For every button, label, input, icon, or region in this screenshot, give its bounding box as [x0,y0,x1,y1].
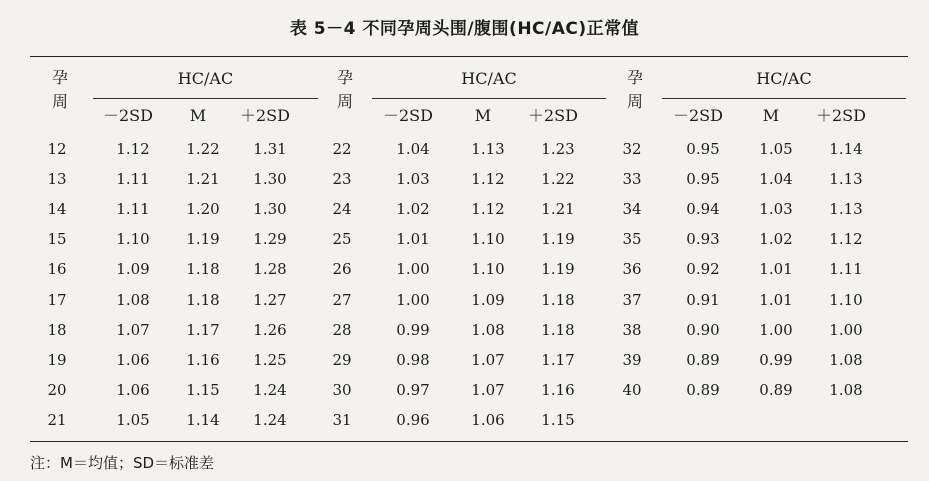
group-header-rule [662,98,906,99]
group-header-rule [93,98,318,99]
plus-2sd-value: 1.08 [829,380,863,399]
plus-2sd-value: 1.25 [253,350,287,369]
plus-2sd-value: 1.15 [541,410,575,429]
minus-2sd-value: 1.10 [116,230,150,249]
mean-value: 1.05 [759,140,793,158]
minus-2sd-header: －2SD [383,106,433,125]
plus-2sd-value: 1.10 [829,290,863,309]
gestational-week: 18 [47,320,67,339]
mean-value: 1.14 [186,410,220,429]
plus-2sd-header: ＋2SD [240,106,290,125]
minus-2sd-value: 0.95 [686,170,720,189]
gestational-week: 38 [622,320,642,339]
hc-ac-header: HC/AC [461,69,517,88]
week-header-top: 孕 [627,68,644,87]
plus-2sd-value: 1.30 [253,170,287,189]
mean-value: 0.89 [759,380,793,399]
gestational-week: 28 [332,320,352,339]
plus-2sd-value: 1.27 [253,290,287,309]
mean-header: M [474,106,492,125]
week-header-bottom: 周 [52,92,69,111]
plus-2sd-value: 1.00 [829,320,863,339]
gestational-week: 24 [332,200,352,219]
gestational-week: 16 [47,260,67,279]
mean-value: 1.03 [759,200,793,219]
bottom-rule [30,441,908,442]
minus-2sd-value: 1.09 [116,260,150,279]
gestational-week: 20 [47,380,67,399]
plus-2sd-value: 1.24 [253,380,287,399]
mean-value: 1.04 [759,170,793,189]
plus-2sd-value: 1.21 [541,200,575,219]
plus-2sd-value: 1.29 [253,230,287,249]
plus-2sd-header: ＋2SD [816,106,866,125]
plus-2sd-value: 1.12 [829,230,863,249]
minus-2sd-value: 0.97 [396,380,430,399]
mean-value: 1.10 [471,230,505,249]
minus-2sd-value: 0.93 [686,230,720,249]
mean-value: 1.15 [186,380,220,399]
minus-2sd-value: 0.91 [686,290,720,309]
minus-2sd-value: 0.92 [686,260,720,279]
minus-2sd-value: 1.01 [396,230,430,249]
gestational-week: 31 [332,410,352,429]
plus-2sd-value: 1.11 [829,260,863,279]
gestational-week: 35 [622,230,642,249]
hc-ac-header: HC/AC [177,69,234,88]
gestational-week: 30 [332,380,352,399]
gestational-week: 36 [622,260,642,279]
plus-2sd-value: 1.19 [541,260,575,279]
plus-2sd-value: 1.24 [253,410,287,429]
mean-value: 1.08 [471,320,505,339]
plus-2sd-value: 1.08 [829,350,863,369]
minus-2sd-value: 1.06 [116,380,150,399]
plus-2sd-value: 1.18 [541,290,575,309]
gestational-week: 21 [47,410,67,429]
plus-2sd-value: 1.26 [253,320,287,339]
week-header-top: 孕 [337,68,354,87]
mean-value: 1.13 [471,140,505,158]
minus-2sd-value: 1.08 [116,290,150,309]
plus-2sd-value: 1.30 [253,200,287,219]
gestational-week: 17 [47,290,67,309]
plus-2sd-value: 1.13 [829,170,863,189]
gestational-week: 34 [622,200,642,219]
week-header-bottom: 周 [627,92,644,111]
mean-value: 1.06 [471,410,505,429]
mean-value: 1.02 [759,230,793,249]
minus-2sd-value: 1.11 [116,200,150,219]
minus-2sd-value: 1.03 [396,170,430,189]
plus-2sd-value: 1.17 [541,350,575,369]
gestational-week: 19 [47,350,67,369]
mean-value: 1.01 [759,290,793,309]
minus-2sd-header: －2SD [103,106,153,125]
mean-value: 1.16 [186,350,220,369]
gestational-week: 13 [47,170,67,189]
gestational-week: 29 [332,350,352,369]
minus-2sd-value: 0.98 [396,350,430,369]
mean-value: 1.18 [186,260,220,279]
minus-2sd-value: 0.94 [686,200,720,219]
minus-2sd-value: 0.89 [686,350,720,369]
plus-2sd-value: 1.28 [253,260,287,279]
gestational-week: 25 [332,230,352,249]
gestational-week: 23 [332,170,352,189]
minus-2sd-value: 1.06 [116,350,150,369]
minus-2sd-value: 1.11 [116,170,150,189]
mean-value: 1.17 [186,320,220,339]
mean-value: 1.07 [471,380,505,399]
gestational-week: 27 [332,290,352,309]
minus-2sd-header: －2SD [673,106,723,125]
plus-2sd-value: 1.22 [541,170,575,189]
group-header-rule [372,98,606,99]
plus-2sd-value: 1.14 [829,140,863,158]
gestational-week: 33 [622,170,642,189]
minus-2sd-value: 0.95 [686,140,720,158]
mean-value: 1.10 [471,260,505,279]
plus-2sd-value: 1.19 [541,230,575,249]
plus-2sd-value: 1.31 [253,140,287,158]
week-header-bottom: 周 [337,92,354,111]
gestational-week: 32 [622,140,642,158]
mean-value: 1.21 [186,170,220,189]
table-title: 表 5－4 不同孕周头围/腹围(HC/AC)正常值 [289,19,640,39]
minus-2sd-value: 0.99 [396,320,430,339]
minus-2sd-value: 1.12 [116,140,150,158]
gestational-week: 15 [47,230,67,249]
mean-value: 1.20 [186,200,220,219]
mean-value: 1.12 [471,200,505,219]
minus-2sd-value: 1.00 [396,290,430,309]
plus-2sd-value: 1.16 [541,380,575,399]
gestational-week: 14 [47,200,67,219]
minus-2sd-value: 1.02 [396,200,430,219]
mean-header: M [189,106,207,125]
plus-2sd-header: ＋2SD [528,106,578,125]
minus-2sd-value: 0.96 [396,410,430,429]
minus-2sd-value: 0.89 [686,380,720,399]
gestational-week: 39 [622,350,642,369]
mean-value: 1.09 [471,290,505,309]
minus-2sd-value: 1.07 [116,320,150,339]
gestational-week: 22 [332,140,352,158]
hc-ac-header: HC/AC [756,69,812,88]
table-note: 注：M＝均值；SD＝标准差 [30,454,215,472]
minus-2sd-value: 0.90 [686,320,720,339]
mean-header: M [762,106,780,125]
mean-value: 1.22 [186,140,220,158]
top-rule [30,56,908,57]
minus-2sd-value: 1.04 [396,140,430,158]
gestational-week: 12 [47,140,67,158]
mean-value: 1.07 [471,350,505,369]
mean-value: 1.00 [759,320,793,339]
minus-2sd-value: 1.00 [396,260,430,279]
mean-value: 1.01 [759,260,793,279]
week-header-top: 孕 [52,68,69,87]
gestational-week: 40 [622,380,642,399]
mean-value: 1.12 [471,170,505,189]
mean-value: 1.19 [186,230,220,249]
plus-2sd-value: 1.23 [541,140,575,158]
gestational-week: 37 [622,290,642,309]
gestational-week: 26 [332,260,352,279]
mean-value: 1.18 [186,290,220,309]
plus-2sd-value: 1.13 [829,200,863,219]
minus-2sd-value: 1.05 [116,410,150,429]
mean-value: 0.99 [759,350,793,369]
plus-2sd-value: 1.18 [541,320,575,339]
